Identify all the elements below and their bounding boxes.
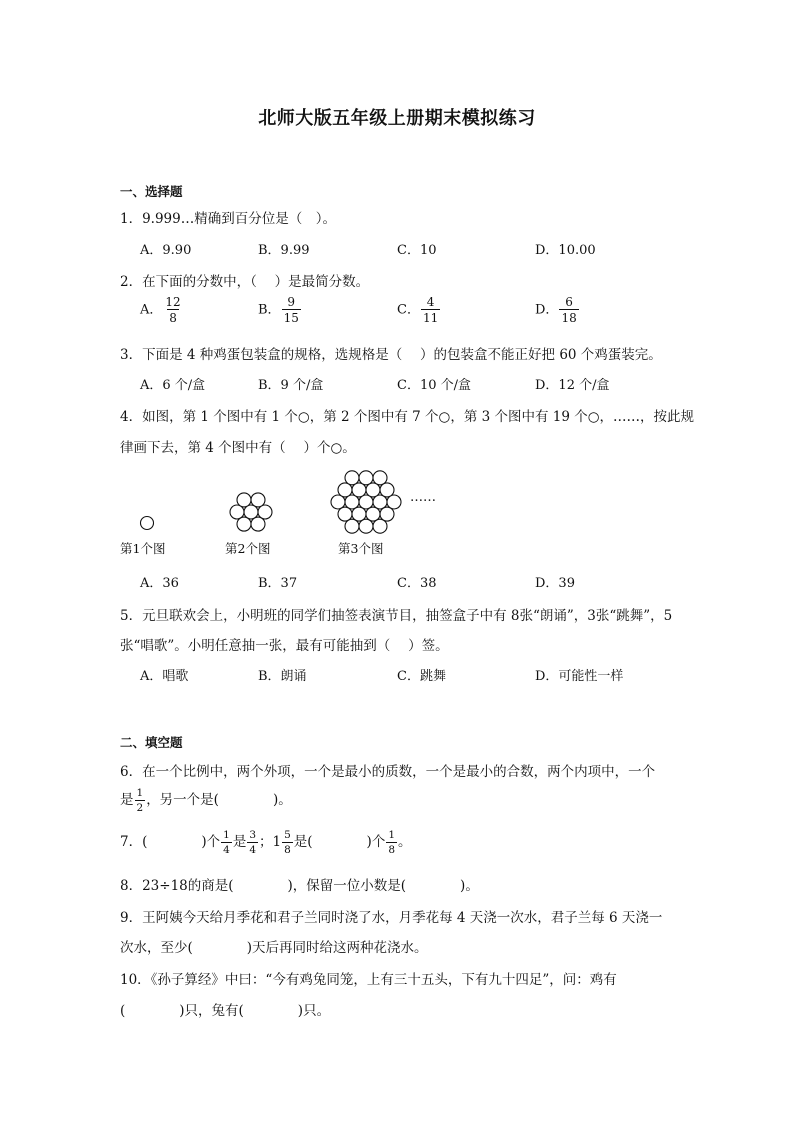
q7-fraction-1: $\frac{1}{4}$ [223,829,230,856]
q4-option-a[interactable]: A．36 [140,576,179,591]
q1-stem: 1．9.999…精确到百分位是（ ）。 [120,211,336,227]
q8-line[interactable]: 8．23÷18的商是( )，保留一位小数是( )。 [120,878,479,894]
q3-stem: 3．下面是 4 种鸡蛋包装盒的规格，选规格是（ ）的包装盒不能正好把 60 个鸡蛋装完。 [120,347,662,363]
q5-stem-line1: 5．元旦联欢会上，小明班的同学们抽签表演节目，抽签盒子中有 8张“朗诵”，3张“跳舞”，5 [120,608,673,624]
q5-option-a[interactable]: A．唱歌 [140,669,189,684]
q1-option-c[interactable]: C．10 [397,243,437,258]
figure1-circle [141,517,154,530]
q3-option-b[interactable]: B．9 个/盒 [258,378,324,393]
q2-stem: 2．在下面的分数中，（ ）是最简分数。 [120,274,370,290]
option-letter: D． [535,302,559,318]
q6-line1: 6．在一个比例中，两个外项，一个是最小的质数，一个是最小的合数，两个内项中，一个 [120,764,656,780]
q6-text-pre: 是 [120,792,134,808]
q1-option-a[interactable]: A．9.90 [140,243,192,258]
q6-text-post[interactable]: ，另一个是( )。 [146,792,292,808]
q5-option-b[interactable]: B．朗诵 [258,669,307,684]
q7-blank-1[interactable]: 7．( )个 [120,834,221,850]
q3-option-a[interactable]: A．6 个/盒 [140,378,206,393]
q6-fraction: $\frac{1}{2}$ [136,787,144,814]
q7-fraction-3: $\frac{5}{8}$ [284,829,291,856]
q4-ellipsis: …… [410,490,436,505]
q9-line2[interactable]: 次水，至少( )天后再同时给这两种花浇水。 [120,940,428,956]
q3-option-c[interactable]: C．10 个/盒 [397,378,472,393]
q2-option-d[interactable] [535,296,580,324]
q4-stem-line2: 律画下去，第 4 个图中有（ ）个○。 [120,440,356,456]
option-letter: A． [140,302,163,318]
q7-text: 是 [232,834,247,850]
q5-option-d[interactable]: D．可能性一样 [535,669,624,684]
q5-option-c[interactable]: C．跳舞 [397,669,446,684]
fraction: $\frac{12}{8}$ [165,295,181,325]
q1-option-d[interactable]: D．10.00 [535,243,596,258]
q7-fraction-2: $\frac{3}{4}$ [249,829,256,856]
figure2-circles [230,493,272,531]
section-heading-fill-blank: 二、填空题 [120,735,183,750]
q2-option-c[interactable] [397,296,441,324]
fraction: $\frac{6}{18}$ [561,295,577,325]
fraction: $\frac{9}{15}$ [283,295,299,325]
section-heading-choice: 一、选择题 [120,184,183,199]
option-letter: C． [397,302,420,318]
q6-line2 [120,788,292,813]
q10-line1: 10．《孙子算经》中曰：“今有鸡兔同笼，上有三十五头，下有九十四足”，问：鸡有 [120,972,617,988]
q2-option-b[interactable] [258,296,302,324]
q1-option-b[interactable]: B．9.99 [258,243,310,258]
q9-line1: 9．王阿姨今天给月季花和君子兰同时浇了水，月季花每 4 天浇一次水，君子兰每 6 天浇一 [120,910,663,926]
q4-caption-figure1: 第1个图 [120,541,166,556]
q4-circle-pattern-figure [120,462,460,540]
q7-text: ；1 [259,834,282,850]
q4-caption-figure3: 第3个图 [338,541,384,556]
q2-option-a[interactable] [140,296,184,324]
fraction: $\frac{4}{11}$ [422,295,439,325]
q4-option-d[interactable]: D．39 [535,576,575,591]
q7-line [120,830,412,855]
q4-option-b[interactable]: B．37 [258,576,298,591]
option-letter: B． [258,302,281,318]
q7-blank-2[interactable]: 是( )个 [293,834,386,850]
q4-stem-line1: 4．如图，第 1 个图中有 1 个○，第 2 个图中有 7 个○，第 3 个图中有 19 个○，……，按此规 [120,409,695,425]
figure3-circles [331,471,401,533]
q3-option-d[interactable]: D．12 个/盒 [535,378,610,393]
q7-text: 。 [398,834,412,850]
q4-caption-figure2: 第2个图 [225,541,271,556]
q5-stem-line2: 张“唱歌”。小明任意抽一张，最有可能抽到（ ）签。 [120,638,449,654]
page-title: 北师大版五年级上册期末模拟练习 [258,108,536,129]
q7-fraction-4: $\frac{1}{8}$ [388,829,396,856]
q10-line2[interactable]: ( )只，兔有( )只。 [120,1003,331,1019]
q4-option-c[interactable]: C．38 [397,576,437,591]
